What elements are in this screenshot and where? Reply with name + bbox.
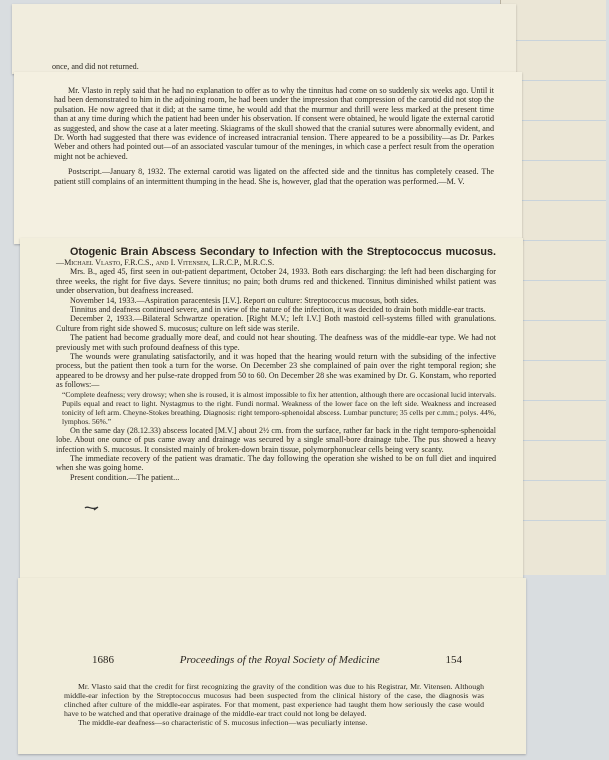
journal-title: Proceedings of the Royal Society of Medicine (179, 654, 380, 666)
page-header (92, 654, 462, 666)
paragraph: The immediate recovery of the patient was dramatic. The day following the operation she wished to be on full diet and inquired when she was going home. (56, 453, 496, 473)
clipping-strip-article (20, 238, 523, 578)
paragraph: Mrs. B., aged 45, first seen in out-patient department, October 24, 1933. Both ears discharging: the left had been discharging for three weeks, the right for five days. Severe tinnitus; no pain; both drums red and thickened. Tinnitus diminished whilst patient was under observation, but deafness increased. (56, 267, 496, 296)
paragraph: Mr. Vlasto in reply said that he had no explanation to offer as to why the tinnitus had come on so suddenly six weeks ago. Until it had been demonstrated to him in the adjoining room, he had been under the impression that compression of the carotid did not stop the pulsation. He now agreed that it did; at the same time, he would add that the murmur and thrill were less marked at the present time than at any time during which the patient had been under his observation. If consent were obtained, he would ligate the external carotid as suggested, and show the case at a later meeting. Skiagrams of the skull showed that the cranial sutures were abnormally evident, and Dr. Worth had suggested that there was evidence of increased intracranial tension. There appeared to be a possibility—as Dr. Parkes Weber and others had pointed out—of an associated vascular tumour of the meninges, in which case a perfect result from the operation might not be achieved. (54, 86, 494, 161)
page-number-right: 154 (445, 654, 462, 666)
paragraph: November 14, 1933.—Aspiration paracentesis [I.V.]. Report on culture: Streptococcus mucosus, both sides. (70, 295, 419, 305)
paragraph: Present condition.—The patient... (70, 472, 180, 482)
paragraph: On the same day (28.12.33) abscess located [M.V.] about 2½ cm. from the surface, rather far back in the right temporo-sphenoidal lobe. About one ounce of pus came away and drainage was secured by a single small-bore drainage tube. The pus showed a heavy infection with S. mucosus. It consisted mainly of broken-down brain tissue, polymorphonuclear cells being very scanty. (56, 425, 496, 454)
page-number-left: 1686 (92, 654, 114, 666)
postscript-paragraph: Postscript.—January 8, 1932. The external carotid was ligated on the affected side and the tinnitus has completely ceased. The patient still complains of an intermittent thumping in the head. She is, however, glad that the operation was performed.—M. V. (54, 167, 494, 186)
handwritten-mark (84, 504, 100, 514)
paragraph: Mr. Vlasto said that the credit for first recognizing the gravity of the condition was due to his Registrar, Mr. Vitensen. Although middle-ear infection by the Streptococcus mucosus had been suspected from the clinical history of the case, the diagnosis was clinched after culture of the middle-ear aspirates. For that moment, past experience had taught them how seriously the case would have to be watched and that operative drainage of the middle-ear tract could not long be delayed. (64, 682, 484, 718)
clipping-strip-page (18, 578, 526, 754)
paragraph: The patient had become gradually more deaf, and could not hear shouting. The deafness was of the middle-ear type. We had not previously met with such profound deafness of this type. (56, 333, 496, 352)
paragraph: December 2, 1933.—Bilateral Schwartze operation. [Right M.V.; left I.V.] Both mastoid cell-systems filled with granulations. Culture from right side showed S. mucosus; culture on left side was sterile. (56, 314, 496, 333)
article-title: Otogenic Brain Abscess Secondary to Infection with the Streptococcus mucosus. (70, 246, 496, 258)
paragraph: Tinnitus and deafness continued severe, and in view of the nature of the infection, it was decided to drain both middle-ear tracts. (70, 305, 486, 315)
examination-quote: “Complete deafness; very drowsy; when she is roused, it is almost impossible to fix her attention, although there are occasional lucid intervals. Pupils equal and react to light. Nystagmus to the right. Fundi normal. Weakness of the lower face on the left side. Weakness and increased tonicity of left arm. Cheyne-Stokes breathing. Diagnosis: right temporo-sphenoidal abscess. Lumbar puncture; 35 cells per c.mm.; polys. 44%, lymphos. 56%.” (62, 389, 497, 426)
strip1-line: once, and did not returned. (52, 62, 139, 71)
clipping-strip-1 (12, 4, 516, 74)
paragraph: The middle-ear deafness—so characteristic of S. mucosus infection—was peculiarly intense. (78, 718, 368, 727)
clipping-strip-2 (14, 72, 522, 244)
paragraph: The wounds were granulating satisfactorily, and it was hoped that the hearing would return with the subsiding of the infective process, but the patient then took a turn for the worse. On December 23 she complained of pain over the right temporal region; she appeared to be drowsy and her pulse-rate dropped from 50 to 60. On December 28 she was examined by Dr. G. Konstam, who reported as follows:— (56, 352, 496, 390)
article-authors: —Michael Vlasto, F.R.C.S., and I. Vitensen, L.R.C.P., M.R.C.S. (56, 258, 275, 267)
